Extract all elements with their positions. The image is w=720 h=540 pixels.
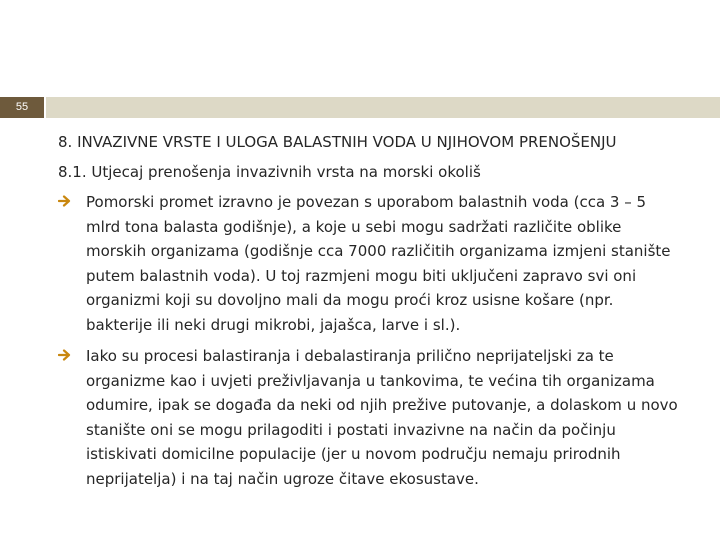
subsection-heading: 8.1. Utjecaj prenošenja invazivnih vrsta na morski okoliš [58,163,481,181]
arrow-right-icon [58,195,72,207]
arrow-right-icon [58,349,72,361]
bullet-text: Iako su procesi balastiranja i debalastiranja prilično neprijateljski za te organizme kao i uvjeti preživljavanja u tankovima, te većina tih organizama odumire, ipak se događa da neki od njih prežive putovanje, a dolaskom u novo stanište oni se mogu prilagoditi i postati invazivne na način da počinju istiskivati domicilne populacije (jer u novom području nemaju prirodnih neprijatelja) i na taj način ugroze čitave ekosustave. [86,347,678,488]
header-bar [46,97,720,118]
bullet-item [58,190,682,337]
section-heading: 8. INVAZIVNE VRSTE I ULOGA BALASTNIH VODA U NJIHOVOM PRENOŠENJU [58,133,617,151]
bullet-item [58,344,682,491]
bullet-text: Pomorski promet izravno je povezan s uporabom balastnih voda (cca 3 – 5 mlrd tona balasta godišnje), a koje u sebi mogu sadržati različite oblike morskih organizama (godišnje cca 7000 različitih organizama izmjeni stanište putem balastnih voda). U toj razmjeni mogu biti uključeni zapravo svi oni organizmi koji su dovoljno mali da mogu proći kroz usisne košare (npr. bakterije ili neki drugi mikrobi, jajašca, larve i sl.). [86,193,671,334]
page-number: 55 [0,97,44,118]
